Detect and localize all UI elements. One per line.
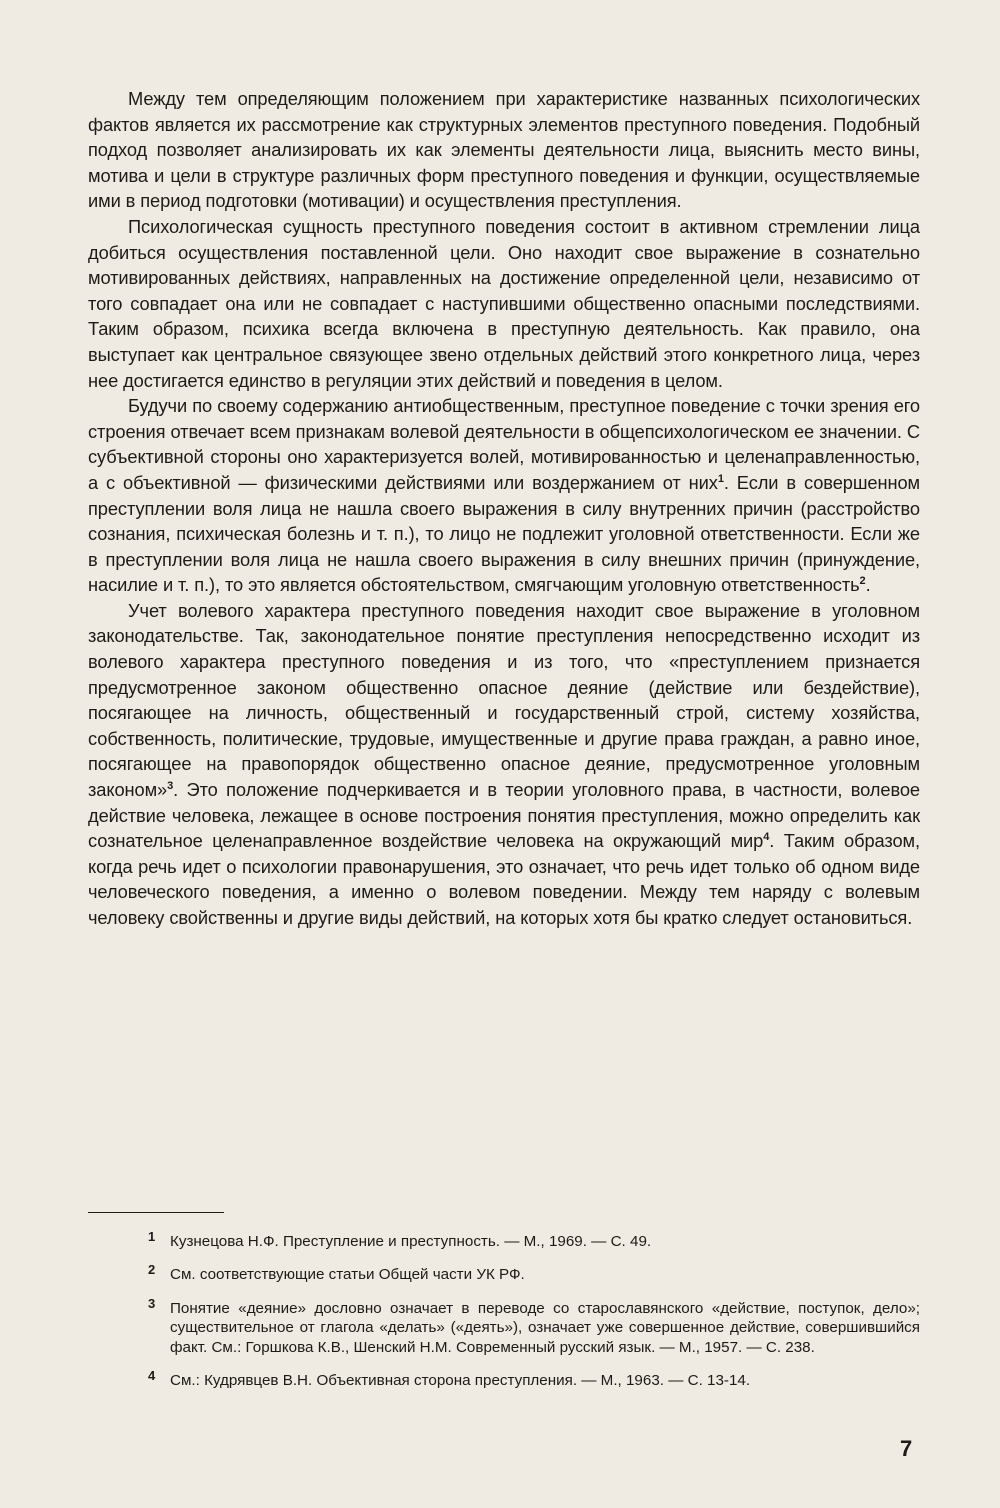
paragraph-3-part-3: . [865, 574, 871, 596]
footnote-separator [88, 1212, 224, 1213]
footnote-1 [148, 1229, 920, 1251]
footnote-text: Кузнецова Н.Ф. Преступление и преступность. — М., 1969. — С. 49. [170, 1233, 652, 1250]
footnote-3 [148, 1295, 920, 1357]
footnote-2 [148, 1262, 920, 1284]
paragraph-3 [88, 393, 920, 598]
paragraph-4 [88, 598, 920, 931]
main-text [88, 86, 920, 931]
paragraph-2: Психологическая сущность преступного поведения состоит в активном стремлении лица добиться осуществления поставленной цели. Оно находит свое выражение в сознательно мотивированных действиях, направленных на достижение определенной цели, независимо от того совпадает она или не совпадает с наступившими общественно опасными последствиями. Таким образом, психика всегда включена в преступную деятельность. Как правило, она выступает как центральное связующее звено отдельных действий этого конкретного лица, через нее достигается единство в регуляции этих действий и поведения в целом. [88, 215, 920, 391]
paragraph-3-part-1: Будучи по своему содержанию антиобщественным, преступное поведение с точки зрения его строения отвечает всем признакам волевой деятельности в общепсихологическом ее значении. С субъективной стороны оно характеризуется волей, мотивированностью и целенаправленностью, а с объективной — физическими действиями или воздержанием от них [88, 395, 920, 493]
footnote-text: См.: Кудрявцев В.Н. Объективная сторона преступления. — М., 1963. — С. 13-14. [170, 1372, 751, 1390]
footnote-ref-3[interactable]: 3 [167, 779, 174, 792]
footnote-number: 4 [148, 1368, 156, 1384]
page-number: 7 [900, 1436, 913, 1461]
footnote-ref-1[interactable]: 1 [717, 472, 724, 485]
paragraph-3-part-2: . Если в совершенном преступлении воля лица не нашла своего выражения в силу внутренних причин (расстройство сознания, психическая болезнь и т. п.), то лицо не подлежит уголовной ответственности. Если же в преступлении воля лица не нашла своего выражения в силу внешних причин (принуждение, насилие и т. п.), то это является обстоятельством, смягчающим уголовную ответственность [88, 471, 920, 596]
footnote-number: 1 [148, 1229, 156, 1244]
paragraph-1: Между тем определяющим положением при характеристике названных психологических фактов является их рассмотрение как структурных элементов преступного поведения. Подобный подход позволяет анализировать их как элементы деятельности лица, выяснить место вины, мотива и цели в структуре различных форм преступного поведения и функции, осуществляемые ими в период подготовки (мотивации) и осуществления преступления. [88, 88, 920, 212]
footnote-4 [148, 1368, 920, 1390]
paragraph-4-part-1: Учет волевого характера преступного поведения находит свое выражение в уголовном законодательстве. Так, законодательное понятие преступления непосредственно исходит из волевого характера преступного поведения и из того, что «преступлением признается предусмотренное законом общественно опасное деяние (действие или бездействие), посягающее на личность, общественный и государственный строй, систему хозяйства, собственность, политические, трудовые, имущественные и другие права граждан, а равно иное, посягающее на правопорядок общественно опасное деяние, предусмотренное уголовным законом» [88, 599, 920, 801]
footnote-ref-4[interactable]: 4 [763, 831, 770, 844]
footnote-text: См. соответствующие статьи Общей части УК РФ. [170, 1266, 525, 1284]
footnotes [148, 1229, 920, 1404]
paragraph-4-part-3: . Таким образом, когда речь идет о психологии правонарушения, это означает, что речь идет только об одном виде человеческого поведения, а именно о волевом поведении. Между тем наряду с волевым человеку свойственны и другие виды действий, на которых хотя бы кратко следует остановиться. [88, 830, 920, 928]
footnote-text: Понятие «деяние» дословно означает в переводе со старославянского «действие, поступок, дело»; существительное от глагола «делать» («деять»), означает уже совершенное действие, совершившийся факт. См.: Горшкова К.В., Шенский Н.М. Современный русский язык. — М., 1957. — С. 238. [170, 1299, 920, 1356]
footnote-ref-2[interactable]: 2 [859, 575, 866, 588]
footnote-number: 2 [148, 1262, 156, 1278]
paragraph-4-part-2: . Это положение подчеркивается и в теории уголовного права, в частности, волевое действие человека, лежащее в основе построения понятия преступления, можно определить как сознательное целенаправленное воздействие человека на окружающий мир [88, 779, 920, 852]
footnote-number: 3 [148, 1295, 156, 1311]
